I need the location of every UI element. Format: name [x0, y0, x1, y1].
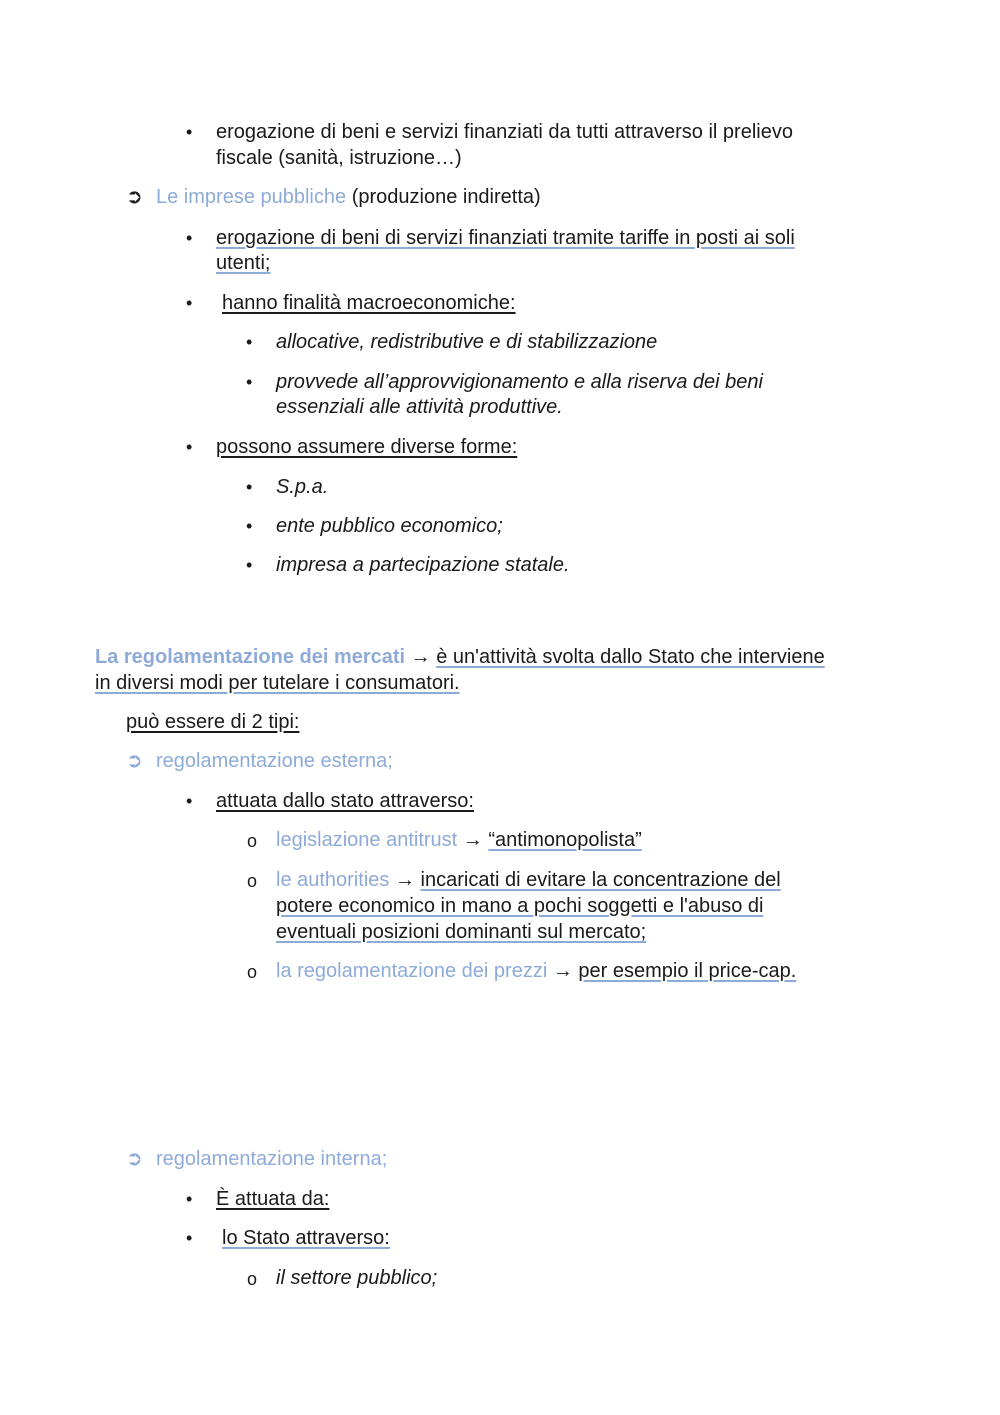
bullet-marker: • [186, 437, 193, 457]
text-line: ente pubblico economico; [276, 515, 503, 537]
text-line: hanno finalità macroeconomiche: [222, 292, 516, 314]
text-line: utenti; [216, 252, 271, 274]
esterna-title: regolamentazione esterna; [156, 750, 393, 772]
section-heading [156, 184, 541, 210]
inline-arrow: → [552, 960, 573, 982]
text-line: potere economico in mano a pochi soggetti e l'abuso di [276, 895, 764, 917]
item-desc: “antimonopolista” [488, 829, 642, 851]
inline-arrow: → [462, 829, 483, 851]
imprese-title: Le imprese pubbliche [156, 186, 347, 208]
text-line: eventuali posizioni dominanti sul mercato; [276, 921, 647, 943]
bullet-marker: • [246, 516, 253, 536]
circle-bullet-marker: o [247, 1269, 258, 1289]
regolamentazione-heading [95, 644, 825, 670]
text-line: S.p.a. [276, 476, 329, 498]
text-line: in diversi modi per tutelare i consumatori. [95, 672, 460, 694]
esterna-item [276, 827, 642, 853]
esterna-item [276, 958, 796, 984]
arrow-bullet-icon: ➲ [126, 1148, 143, 1170]
text-line: allocative, redistributive e di stabilizzazione [276, 331, 658, 353]
bullet-marker: • [186, 791, 193, 811]
text-line: È attuata da: [216, 1188, 330, 1210]
definition-text: è un'attività svolta dallo Stato che interviene [436, 646, 825, 668]
text-line: lo Stato attraverso: [222, 1227, 390, 1249]
imprese-subtitle: (produzione indiretta) [351, 186, 541, 208]
text-line: attuata dallo stato attraverso: [216, 790, 474, 812]
bullet-marker: • [186, 122, 193, 142]
text-line: fiscale (sanità, istruzione…) [216, 147, 462, 169]
text-line: possono assumere diverse forme: [216, 436, 518, 458]
text-line: erogazione di beni e servizi finanziati da tutti attraverso il prelievo [216, 121, 793, 143]
item-desc: per esempio il price-cap. [578, 960, 797, 982]
inline-arrow: → [410, 646, 431, 668]
heading-term: La regolamentazione dei mercati [95, 646, 406, 668]
bullet-marker: • [246, 332, 253, 352]
item-term: la regolamentazione dei prezzi [276, 960, 548, 982]
bullet-marker: • [186, 228, 193, 248]
interna-title: regolamentazione interna; [156, 1148, 388, 1170]
bullet-marker: • [186, 1189, 193, 1209]
bullet-marker: • [246, 372, 253, 392]
bullet-marker: • [186, 293, 193, 313]
text-line: provvede all’approvvigionamento e alla riserva dei beni [276, 371, 763, 393]
circle-bullet-marker: o [247, 962, 258, 982]
text-line: può essere di 2 tipi: [126, 711, 300, 733]
bullet-marker: • [246, 555, 253, 575]
inline-arrow: → [394, 869, 415, 891]
text-line: il settore pubblico; [276, 1267, 438, 1289]
text-line: impresa a partecipazione statale. [276, 554, 570, 576]
bullet-marker: • [246, 477, 253, 497]
text-line: essenziali alle attività produttive. [276, 396, 563, 418]
bullet-marker: • [186, 1228, 193, 1248]
arrow-bullet-icon: ➲ [126, 186, 143, 208]
item-term: legislazione antitrust [276, 829, 458, 851]
esterna-item [276, 867, 781, 893]
text-line: erogazione di beni di servizi finanziati tramite tariffe in posti ai soli [216, 227, 795, 249]
circle-bullet-marker: o [247, 831, 258, 851]
item-desc: incaricati di evitare la concentrazione del [420, 869, 781, 891]
arrow-bullet-icon: ➲ [126, 750, 143, 772]
circle-bullet-marker: o [247, 871, 258, 891]
item-term: le authorities [276, 869, 390, 891]
